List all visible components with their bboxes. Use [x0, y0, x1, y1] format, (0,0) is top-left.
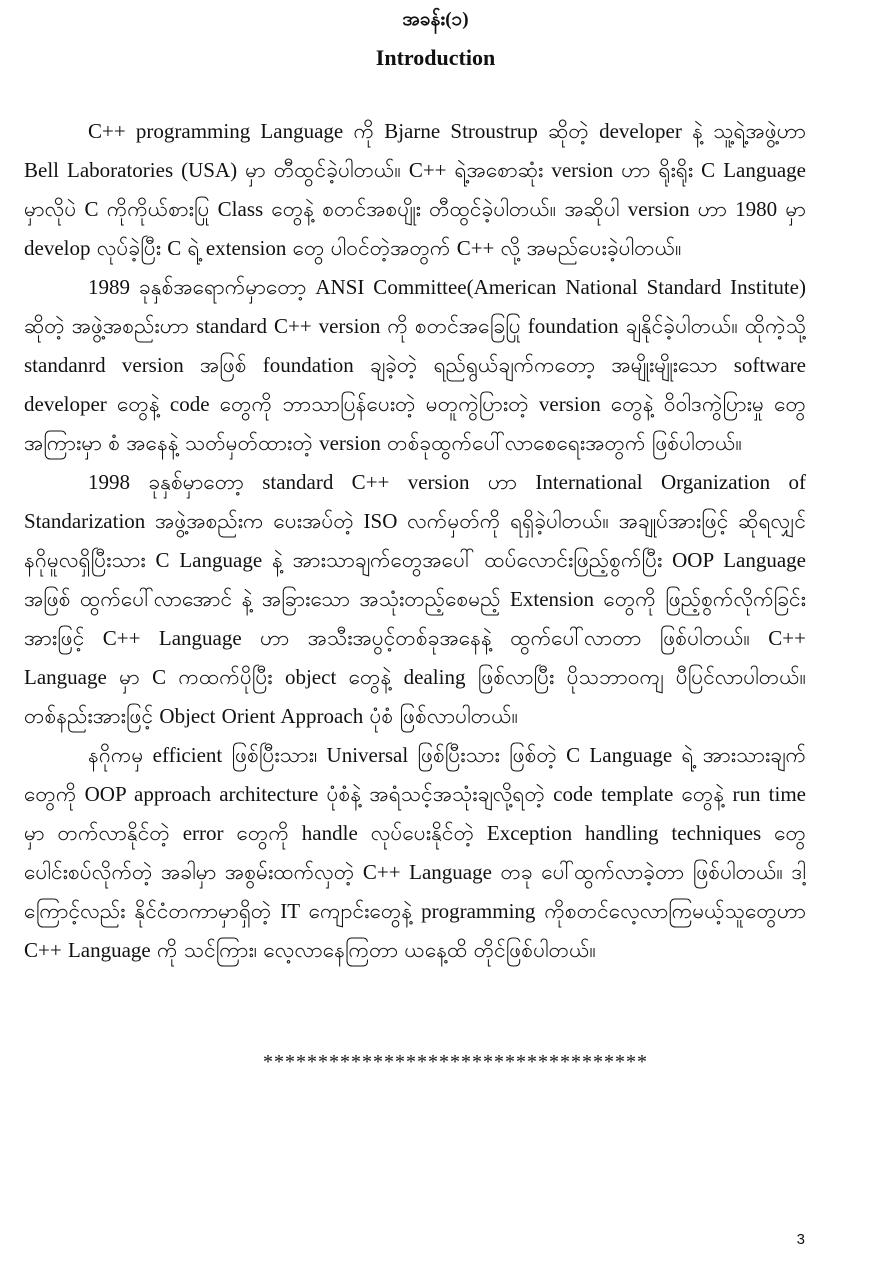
- page-number: 3: [796, 1231, 805, 1248]
- chapter-title: Introduction: [375, 45, 496, 70]
- section-separator: ***********************************: [263, 1051, 648, 1073]
- paragraph-iso: 1998 ခုနှစ်မှာတော့ standard C++ version ဟာ International Organization of Standarization အဖွဲ့အစည်းက ပေးအပ်တဲ့ ISO လက်မှတ်ကို ရရှိခဲ့ပါတယ်။ အချုပ်အားဖြင့် ဆိုရလျှင် နဂိုမူလရှိပြီးသား C Language နဲ့ အားသာချက်တွေအပေါ် ထပ်လောင်းဖြည့်စွက်ပြီး OOP Language အဖြစ် ထွက်ပေါ်လာအောင် နဲ့ အခြားသော အသုံးတည့်စေမည့် Extension တွေကို ဖြည့်စွက်လိုက်ခြင်းအားဖြင့် C++ Language ဟာ အသီးအပွင့်တစ်ခုအနေနဲ့ ထွက်ပေါ်လာတာ ဖြစ်ပါတယ်။ C++ Language မှာ C ကထက်ပိုပြီး object တွေနဲ့ dealing ဖြစ်လာပြီး ပိုသဘာဝကျ ပီပြင်လာပါတယ်။ တစ်နည်းအားဖြင့် Object Orient Approach ပုံစံ ဖြစ်လာပါတယ်။: [24, 470, 807, 728]
- chapter-label: အခန်း(၁): [402, 9, 469, 30]
- paragraph-history: C++ programming Language ကို Bjarne Stroustrup ဆိုတဲ့ developer နဲ့ သူ့ရဲ့အဖွဲ့ဟာ Bell Laboratories (USA) မှာ တီထွင်ခဲ့ပါတယ်။ C++ ရဲ့အစောဆုံး version ဟာ ရိုးရိုး C Language မှာလိုပဲ C ကိုကိုယ်စားပြု Class တွေနဲ့ စတင်အစပျိုး တီထွင်ခဲ့ပါတယ်။ အဆိုပါ version ဟာ 1980 မှာ develop လုပ်ခဲ့ပြီး C ရဲ့ extension တွေ ပါဝင်တဲ့အတွက် C++ လို့ အမည်ပေးခဲ့ပါတယ်။: [24, 119, 806, 260]
- paragraph-summary: နဂိုကမှ efficient ဖြစ်ပြီးသား၊ Universal ဖြစ်ပြီးသား ဖြစ်တဲ့ C Language ရဲ့ အားသားချက်တွေကို OOP approach architecture ပုံစံနဲ့ အရံသင့်အသုံးချလို့ရတဲ့ code template တွေနဲ့ run time မှာ တက်လာနိုင်တဲ့ error တွေကို handle လုပ်ပေးနိုင်တဲ့ Exception handling techniques တွေ ပေါင်းစပ်လိုက်တဲ့ အခါမှာ အစွမ်းထက်လှတဲ့ C++ Language တခု ပေါ်ထွက်လာခဲ့တာ ဖြစ်ပါတယ်။ ဒါ့ကြောင့်လည်း နိုင်ငံတကာမှာရှိတဲ့ IT ကျောင်းတွေနဲ့ programming ကိုစတင်လေ့လာကြမယ့်သူတွေဟာ C++ Language ကို သင်ကြား၊ လေ့လာနေကြတာ ယနေ့ထိ တိုင်ဖြစ်ပါတယ်။: [24, 743, 806, 962]
- paragraph-ansi: 1989 ခုနှစ်အရောက်မှာတော့ ANSI Committee(American National Standard Institute) ဆိုတဲ့ အဖွဲ့အစည်းဟာ standard C++ version ကို စတင်အခြေပြု foundation ချနိုင်ခဲ့ပါတယ်။ ထိုကဲ့သို့ standanrd version အဖြစ် foundation ချခဲ့တဲ့ ရည်ရွယ်ချက်ကတော့ အမျိုးမျိုးသော software developer တွေနဲ့ code တွေကို ဘာသာပြန်ပေးတဲ့ မတူကွဲပြားတဲ့ version တွေနဲ့ ဝိဝါဒကွဲပြားမှု တွေအကြားမှာ စံ အနေနဲ့ သတ်မှတ်ထားတဲ့ version တစ်ခုထွက်ပေါ်လာစေရေးအတွက် ဖြစ်ပါတယ်။: [24, 275, 806, 455]
- body-text: [24, 112, 806, 970]
